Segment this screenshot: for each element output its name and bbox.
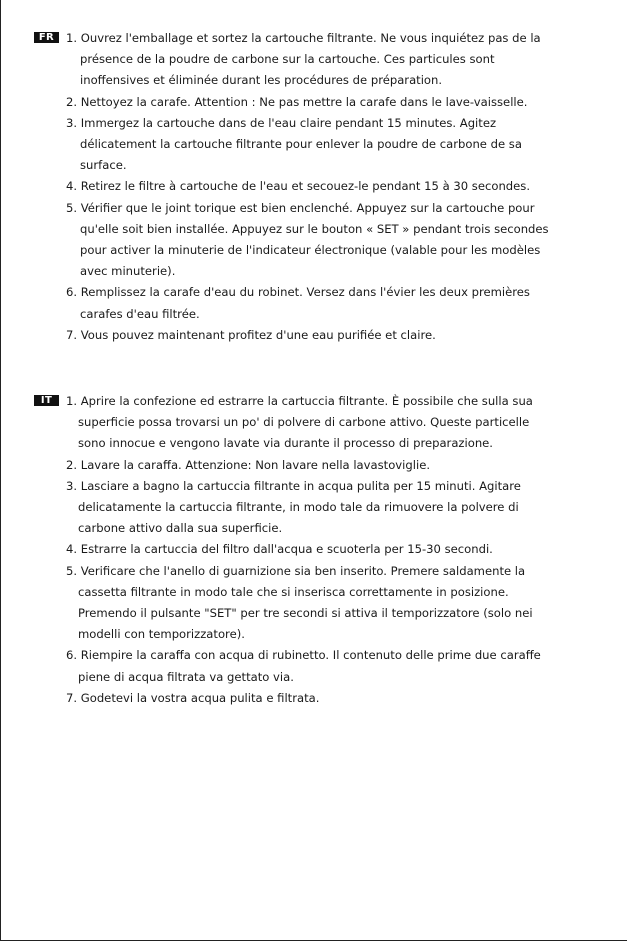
instruction-step: 1. Aprire la confezione ed estrarre la cartuccia filtrante. È possibile che sulla sua — [66, 394, 533, 408]
instruction-continuation: cassetta filtrante in modo tale che si inserisca correttamente in posizione. — [78, 584, 509, 599]
instruction-continuation: délicatement la cartouche filtrante pour enlever la poudre de carbone de sa — [80, 136, 522, 151]
instruction-step: 1. Ouvrez l'emballage et sortez la cartouche filtrante. Ne vous inquiétez pas de la — [66, 31, 541, 45]
instruction-continuation: pour activer la minuterie de l'indicateur électronique (valable pour les modèles — [80, 242, 541, 257]
instruction-step: 4. Estrarre la cartuccia del filtro dall'acqua e scuoterla per 15-30 secondi. — [66, 542, 493, 557]
instruction-continuation: surface. — [80, 158, 127, 173]
instruction-step: 6. Remplissez la carafe d'eau du robinet. Versez dans l'évier les deux premières — [66, 285, 530, 300]
language-badge: IT — [34, 395, 59, 406]
instruction-continuation: carbone attivo dalla sua superficie. — [78, 521, 283, 536]
instruction-continuation: carafes d'eau filtrée. — [80, 306, 200, 321]
instruction-step: 7. Godetevi la vostra acqua pulita e filtrata. — [66, 690, 320, 705]
instruction-continuation: superficie possa trovarsi un po' di polvere di carbone attivo. Queste particelle — [78, 415, 530, 430]
instruction-continuation: piene di acqua filtrata va gettato via. — [78, 669, 294, 684]
instruction-step: 2. Lavare la caraffa. Attenzione: Non lavare nella lavastoviglie. — [66, 457, 431, 472]
instruction-step: 7. Vous pouvez maintenant profitez d'une eau purifiée et claire. — [66, 327, 436, 342]
instruction-continuation: modelli con temporizzatore). — [78, 627, 245, 642]
instruction-continuation: qu'elle soit bien installée. Appuyez sur le bouton « SET » pendant trois secondes — [80, 221, 549, 236]
instruction-continuation: inoffensives et éliminée durant les procédures de préparation. — [80, 73, 443, 88]
instruction-continuation: avec minuterie). — [80, 264, 176, 279]
instruction-step: 3. Immergez la cartouche dans de l'eau claire pendant 15 minutes. Agitez — [66, 115, 497, 130]
instruction-step: 3. Lasciare a bagno la cartuccia filtrante in acqua pulita per 15 minuti. Agitare — [66, 478, 521, 493]
instruction-continuation: Premendo il pulsante "SET" per tre secondi si attiva il temporizzatore (solo nei — [78, 605, 533, 620]
instruction-step: 5. Vérifier que le joint torique est bien enclenché. Appuyez sur la cartouche pour — [66, 200, 535, 215]
instruction-step: 5. Verificare che l'anello di guarnizione sia ben inserito. Premere saldamente la — [66, 563, 526, 578]
instruction-step: 4. Retirez le filtre à cartouche de l'eau et secouez-le pendant 15 à 30 secondes. — [66, 179, 531, 194]
instruction-step: 2. Nettoyez la carafe. Attention : Ne pas mettre la carafe dans le lave-vaisselle. — [66, 94, 528, 109]
instruction-continuation: sono innocue e vengono lavate via durante il processo di preparazione. — [78, 436, 493, 451]
instruction-step: 6. Riempire la caraffa con acqua di rubinetto. Il contenuto delle prime due caraffe — [66, 648, 541, 663]
language-badge: FR — [34, 32, 59, 43]
instruction-continuation: delicatamente la cartuccia filtrante, in modo tale da rimuovere la polvere di — [78, 499, 519, 514]
instruction-continuation: présence de la poudre de carbone sur la cartouche. Ces particules sont — [80, 52, 495, 67]
